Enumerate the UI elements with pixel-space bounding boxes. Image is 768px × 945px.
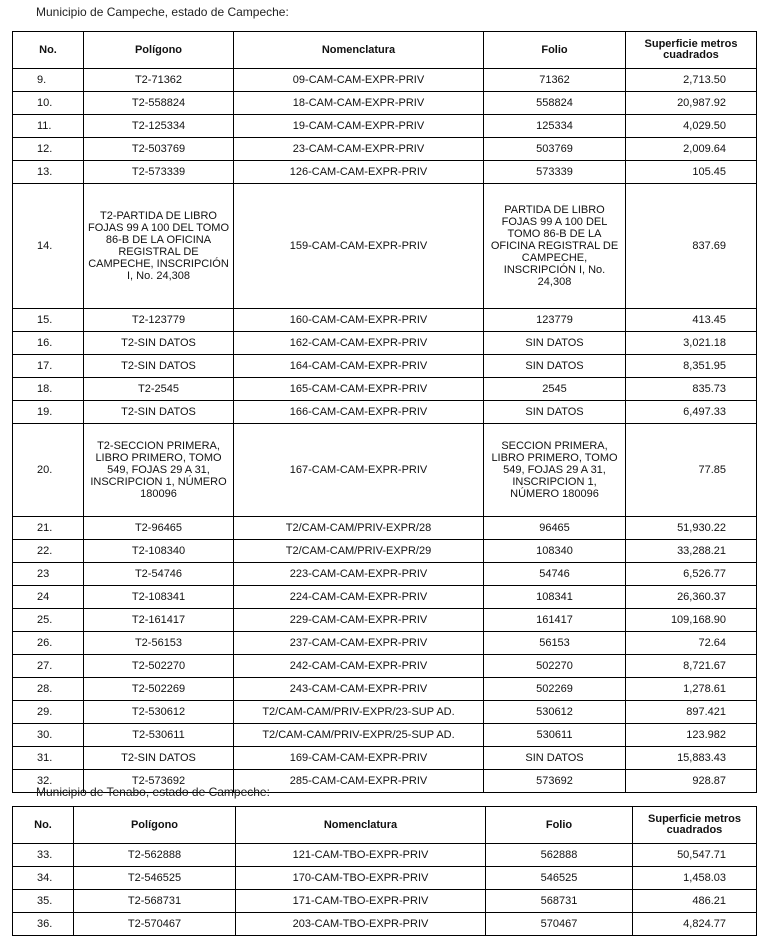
cell-folio: 568731 — [486, 890, 633, 913]
cell-nomenclatura: 243-CAM-CAM-EXPR-PRIV — [234, 678, 484, 701]
cell-nomenclatura: 19-CAM-CAM-EXPR-PRIV — [234, 115, 484, 138]
cell-superficie: 6,526.77 — [626, 563, 757, 586]
cell-no: 21. — [13, 517, 84, 540]
cell-nomenclatura: T2/CAM-CAM/PRIV-EXPR/29 — [234, 540, 484, 563]
cell-folio: 71362 — [484, 69, 626, 92]
section2-caption: Municipio de Tenabo, estado de Campeche: — [36, 785, 270, 799]
cell-poligono: T2-71362 — [84, 69, 234, 92]
cell-folio: SECCION PRIMERA, LIBRO PRIMERO, TOMO 549, FOJAS 29 A 31, INSCRIPCION 1, NÚMERO 180096 — [484, 424, 626, 517]
cell-no: 23 — [13, 563, 84, 586]
cell-poligono: T2-SIN DATOS — [84, 332, 234, 355]
cell-poligono: T2-558824 — [84, 92, 234, 115]
cell-folio: 530611 — [484, 724, 626, 747]
table-row — [13, 401, 757, 424]
header-folio: Folio — [484, 32, 626, 69]
table-row — [13, 115, 757, 138]
cell-poligono: T2-108340 — [84, 540, 234, 563]
cell-poligono: T2-125334 — [84, 115, 234, 138]
cell-poligono: T2-SECCION PRIMERA, LIBRO PRIMERO, TOMO 549, FOJAS 29 A 31, INSCRIPCION 1, NÚMERO 180096 — [84, 424, 234, 517]
cell-folio: 108340 — [484, 540, 626, 563]
table-row — [13, 890, 757, 913]
cell-folio: 503769 — [484, 138, 626, 161]
cell-no: 12. — [13, 138, 84, 161]
cell-nomenclatura: 126-CAM-CAM-EXPR-PRIV — [234, 161, 484, 184]
cell-nomenclatura: 171-CAM-TBO-EXPR-PRIV — [236, 890, 486, 913]
cell-poligono: T2-SIN DATOS — [84, 355, 234, 378]
cell-poligono: T2-573692 — [84, 770, 234, 793]
table-row — [13, 309, 757, 332]
cell-nomenclatura: 242-CAM-CAM-EXPR-PRIV — [234, 655, 484, 678]
cell-superficie: 50,547.71 — [633, 844, 757, 867]
table-row — [13, 424, 757, 517]
cell-folio: 123779 — [484, 309, 626, 332]
cell-superficie: 72.64 — [626, 632, 757, 655]
table-row — [13, 724, 757, 747]
cell-poligono: T2-54746 — [84, 563, 234, 586]
cell-superficie: 413.45 — [626, 309, 757, 332]
table-row — [13, 92, 757, 115]
cell-no: 31. — [13, 747, 84, 770]
cell-poligono: T2-562888 — [74, 844, 236, 867]
cell-nomenclatura: 166-CAM-CAM-EXPR-PRIV — [234, 401, 484, 424]
cell-poligono: T2-PARTIDA DE LIBRO FOJAS 99 A 100 DEL TOMO 86-B DE LA OFICINA REGISTRAL DE CAMPECHE, INSCRIPCIÓN I, No. 24,308 — [84, 184, 234, 309]
cell-nomenclatura: 229-CAM-CAM-EXPR-PRIV — [234, 609, 484, 632]
cell-poligono: T2-503769 — [84, 138, 234, 161]
table-row — [13, 586, 757, 609]
cell-folio: 546525 — [486, 867, 633, 890]
header-nomenclatura: Nomenclatura — [234, 32, 484, 69]
cell-no: 20. — [13, 424, 84, 517]
table-row — [13, 867, 757, 890]
table-row — [13, 632, 757, 655]
table-row — [13, 563, 757, 586]
cell-no: 26. — [13, 632, 84, 655]
cell-superficie: 105.45 — [626, 161, 757, 184]
cell-no: 30. — [13, 724, 84, 747]
cell-poligono: T2-530612 — [84, 701, 234, 724]
cell-no: 19. — [13, 401, 84, 424]
cell-nomenclatura: 121-CAM-TBO-EXPR-PRIV — [236, 844, 486, 867]
cell-nomenclatura: 169-CAM-CAM-EXPR-PRIV — [234, 747, 484, 770]
table-row — [13, 161, 757, 184]
header-superficie: Superficie metros cuadrados — [633, 807, 757, 844]
cell-poligono: T2-530611 — [84, 724, 234, 747]
cell-no: 28. — [13, 678, 84, 701]
cell-no: 13. — [13, 161, 84, 184]
cell-nomenclatura: 285-CAM-CAM-EXPR-PRIV — [234, 770, 484, 793]
cell-folio: SIN DATOS — [484, 355, 626, 378]
cell-superficie: 8,351.95 — [626, 355, 757, 378]
cell-no: 24 — [13, 586, 84, 609]
cell-folio: 573692 — [484, 770, 626, 793]
header-nomenclatura: Nomenclatura — [236, 807, 486, 844]
cell-superficie: 20,987.92 — [626, 92, 757, 115]
campeche-table — [12, 31, 757, 793]
table-row — [13, 655, 757, 678]
table-row — [13, 378, 757, 401]
header-no: No. — [13, 807, 74, 844]
cell-folio: 562888 — [486, 844, 633, 867]
cell-no: 9. — [13, 69, 84, 92]
cell-nomenclatura: 237-CAM-CAM-EXPR-PRIV — [234, 632, 484, 655]
cell-nomenclatura: T2/CAM-CAM/PRIV-EXPR/25-SUP AD. — [234, 724, 484, 747]
cell-superficie: 1,458.03 — [633, 867, 757, 890]
cell-no: 34. — [13, 867, 74, 890]
cell-folio: 502269 — [484, 678, 626, 701]
cell-no: 32. — [13, 770, 84, 793]
table-row — [13, 678, 757, 701]
cell-no: 35. — [13, 890, 74, 913]
cell-nomenclatura: 203-CAM-TBO-EXPR-PRIV — [236, 913, 486, 936]
cell-no: 36. — [13, 913, 74, 936]
cell-nomenclatura: 09-CAM-CAM-EXPR-PRIV — [234, 69, 484, 92]
cell-no: 17. — [13, 355, 84, 378]
cell-poligono: T2-108341 — [84, 586, 234, 609]
cell-poligono: T2-96465 — [84, 517, 234, 540]
header-poligono: Polígono — [84, 32, 234, 69]
table-row — [13, 355, 757, 378]
cell-nomenclatura: 162-CAM-CAM-EXPR-PRIV — [234, 332, 484, 355]
header-superficie: Superficie metros cuadrados — [626, 32, 757, 69]
cell-superficie: 15,883.43 — [626, 747, 757, 770]
cell-folio: 56153 — [484, 632, 626, 655]
cell-no: 18. — [13, 378, 84, 401]
cell-nomenclatura: 223-CAM-CAM-EXPR-PRIV — [234, 563, 484, 586]
cell-no: 11. — [13, 115, 84, 138]
table-row — [13, 747, 757, 770]
cell-folio: SIN DATOS — [484, 401, 626, 424]
tenabo-table — [12, 806, 757, 936]
cell-nomenclatura: 23-CAM-CAM-EXPR-PRIV — [234, 138, 484, 161]
cell-poligono: T2-502269 — [84, 678, 234, 701]
cell-superficie: 77.85 — [626, 424, 757, 517]
cell-superficie: 2,713.50 — [626, 69, 757, 92]
cell-folio: 570467 — [486, 913, 633, 936]
cell-nomenclatura: 160-CAM-CAM-EXPR-PRIV — [234, 309, 484, 332]
cell-superficie: 3,021.18 — [626, 332, 757, 355]
cell-poligono: T2-161417 — [84, 609, 234, 632]
table-row — [13, 517, 757, 540]
table-row — [13, 701, 757, 724]
cell-no: 14. — [13, 184, 84, 309]
cell-nomenclatura: 159-CAM-CAM-EXPR-PRIV — [234, 184, 484, 309]
cell-superficie: 1,278.61 — [626, 678, 757, 701]
cell-superficie: 835.73 — [626, 378, 757, 401]
cell-nomenclatura: T2/CAM-CAM/PRIV-EXPR/23-SUP AD. — [234, 701, 484, 724]
cell-folio: SIN DATOS — [484, 332, 626, 355]
cell-folio: 161417 — [484, 609, 626, 632]
cell-nomenclatura: 165-CAM-CAM-EXPR-PRIV — [234, 378, 484, 401]
cell-poligono: T2-502270 — [84, 655, 234, 678]
cell-nomenclatura: 170-CAM-TBO-EXPR-PRIV — [236, 867, 486, 890]
cell-superficie: 897.421 — [626, 701, 757, 724]
table-row — [13, 332, 757, 355]
cell-superficie: 486.21 — [633, 890, 757, 913]
table-row — [13, 138, 757, 161]
cell-no: 22. — [13, 540, 84, 563]
cell-superficie: 4,824.77 — [633, 913, 757, 936]
cell-no: 10. — [13, 92, 84, 115]
cell-superficie: 6,497.33 — [626, 401, 757, 424]
cell-superficie: 4,029.50 — [626, 115, 757, 138]
cell-no: 33. — [13, 844, 74, 867]
cell-superficie: 123.982 — [626, 724, 757, 747]
cell-poligono: T2-573339 — [84, 161, 234, 184]
cell-folio: 108341 — [484, 586, 626, 609]
cell-poligono: T2-SIN DATOS — [84, 401, 234, 424]
cell-nomenclatura: 18-CAM-CAM-EXPR-PRIV — [234, 92, 484, 115]
cell-folio: SIN DATOS — [484, 747, 626, 770]
header-folio: Folio — [486, 807, 633, 844]
cell-folio: PARTIDA DE LIBRO FOJAS 99 A 100 DEL TOMO 86-B DE LA OFICINA REGISTRAL DE CAMPECHE, INSCRIPCIÓN I, No. 24,308 — [484, 184, 626, 309]
table-row — [13, 69, 757, 92]
cell-no: 25. — [13, 609, 84, 632]
cell-superficie: 837.69 — [626, 184, 757, 309]
cell-poligono: T2-546525 — [74, 867, 236, 890]
cell-folio: 96465 — [484, 517, 626, 540]
header-poligono: Polígono — [74, 807, 236, 844]
cell-superficie: 51,930.22 — [626, 517, 757, 540]
cell-folio: 2545 — [484, 378, 626, 401]
table-row — [13, 609, 757, 632]
cell-folio: 125334 — [484, 115, 626, 138]
cell-poligono: T2-SIN DATOS — [84, 747, 234, 770]
table-row — [13, 844, 757, 867]
cell-poligono: T2-568731 — [74, 890, 236, 913]
header-no: No. — [13, 32, 84, 69]
section1-caption: Municipio de Campeche, estado de Campeche: — [36, 5, 289, 19]
table-header-row — [13, 807, 757, 844]
cell-nomenclatura: 164-CAM-CAM-EXPR-PRIV — [234, 355, 484, 378]
cell-superficie: 26,360.37 — [626, 586, 757, 609]
cell-folio: 573339 — [484, 161, 626, 184]
cell-superficie: 8,721.67 — [626, 655, 757, 678]
cell-superficie: 928.87 — [626, 770, 757, 793]
cell-superficie: 2,009.64 — [626, 138, 757, 161]
cell-poligono: T2-56153 — [84, 632, 234, 655]
table-row — [13, 540, 757, 563]
cell-nomenclatura: 224-CAM-CAM-EXPR-PRIV — [234, 586, 484, 609]
table-row — [13, 913, 757, 936]
cell-superficie: 109,168.90 — [626, 609, 757, 632]
cell-folio: 558824 — [484, 92, 626, 115]
table-header-row — [13, 32, 757, 69]
cell-poligono: T2-2545 — [84, 378, 234, 401]
cell-folio: 54746 — [484, 563, 626, 586]
cell-poligono: T2-123779 — [84, 309, 234, 332]
cell-folio: 502270 — [484, 655, 626, 678]
cell-no: 15. — [13, 309, 84, 332]
cell-nomenclatura: T2/CAM-CAM/PRIV-EXPR/28 — [234, 517, 484, 540]
cell-no: 27. — [13, 655, 84, 678]
cell-no: 16. — [13, 332, 84, 355]
cell-folio: 530612 — [484, 701, 626, 724]
table-row — [13, 184, 757, 309]
cell-superficie: 33,288.21 — [626, 540, 757, 563]
cell-no: 29. — [13, 701, 84, 724]
cell-nomenclatura: 167-CAM-CAM-EXPR-PRIV — [234, 424, 484, 517]
cell-poligono: T2-570467 — [74, 913, 236, 936]
